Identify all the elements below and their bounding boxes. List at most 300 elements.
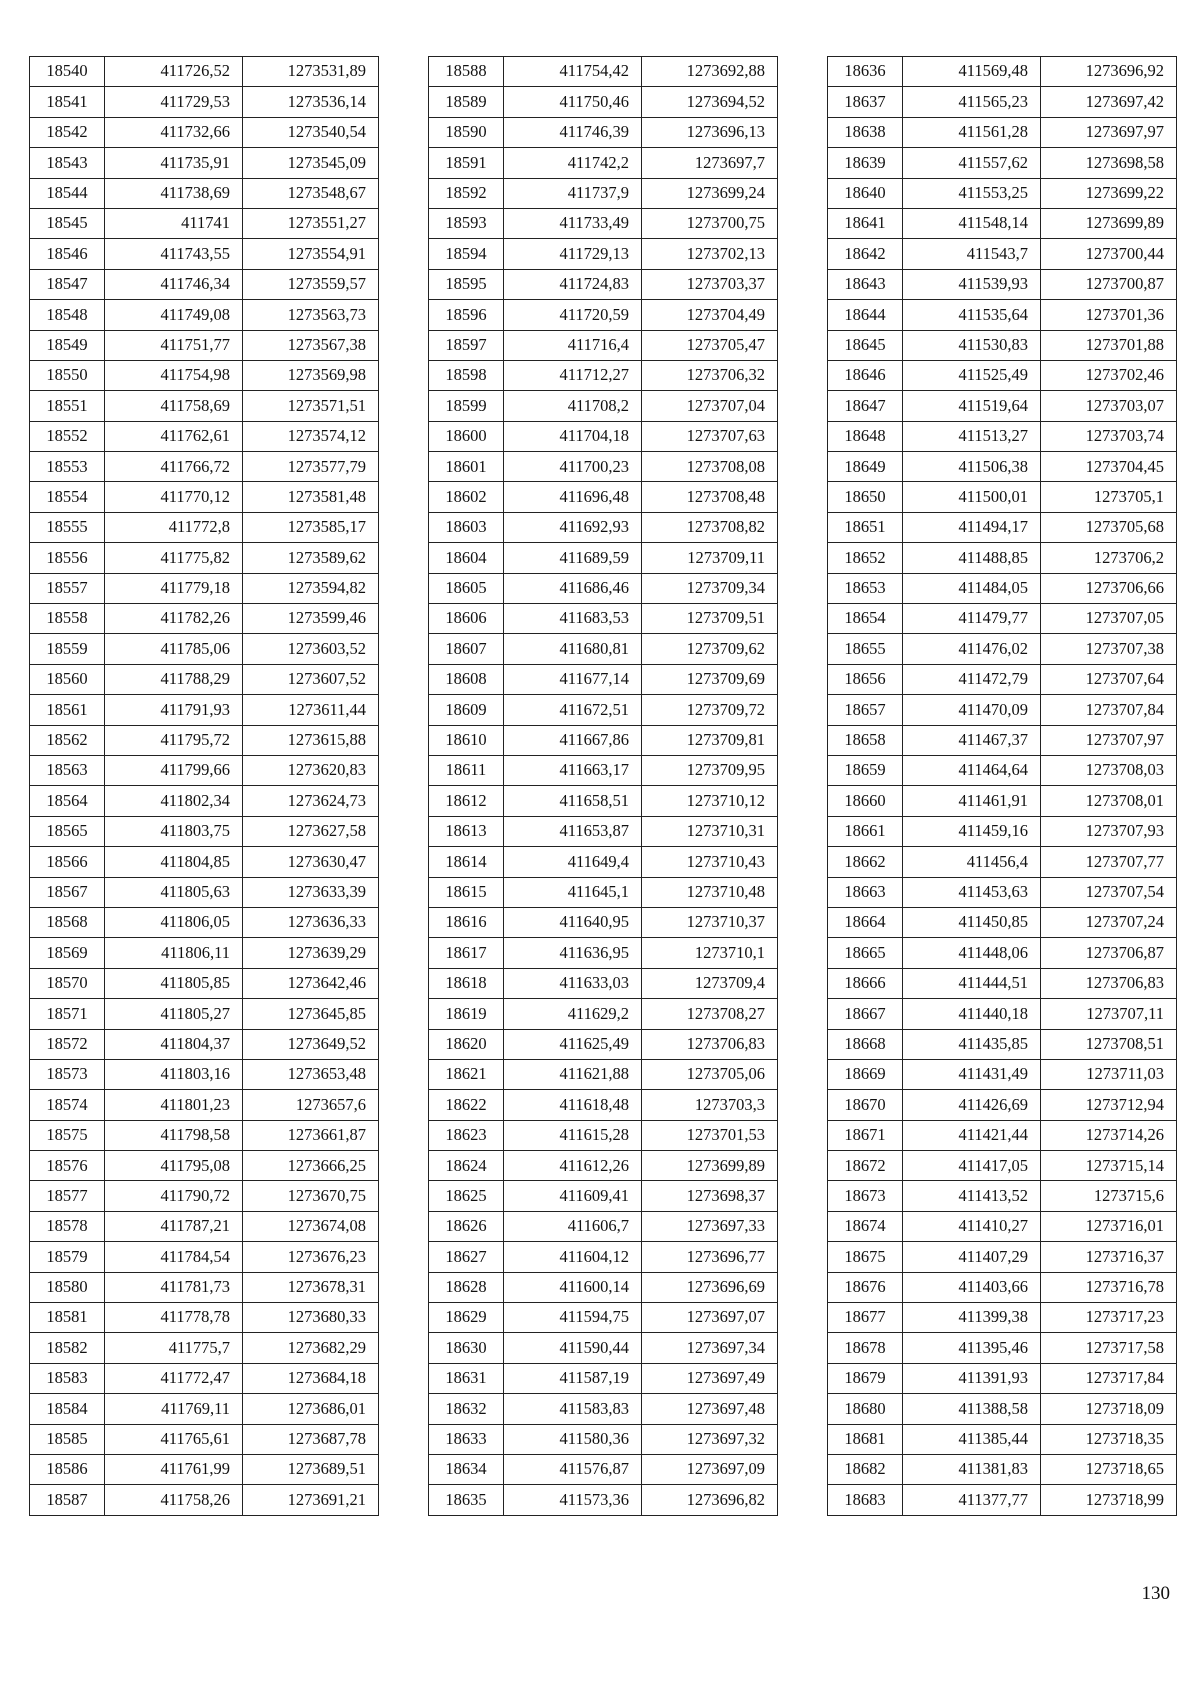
table-row (828, 816, 1177, 846)
y-coordinate-cell: 1273707,24 (1041, 907, 1177, 937)
y-coordinate-cell: 1273594,82 (243, 573, 379, 603)
point-number-cell: 18592 (429, 178, 504, 208)
table-row (828, 1242, 1177, 1272)
point-number-cell: 18562 (30, 725, 105, 755)
x-coordinate-cell: 411729,53 (105, 87, 243, 117)
point-number-cell: 18597 (429, 330, 504, 360)
point-number-cell: 18627 (429, 1242, 504, 1272)
y-coordinate-cell: 1273710,37 (642, 907, 778, 937)
table-row (828, 300, 1177, 330)
y-coordinate-cell: 1273709,72 (642, 695, 778, 725)
point-number-cell: 18673 (828, 1181, 903, 1211)
x-coordinate-cell: 411801,23 (105, 1090, 243, 1120)
table-row (828, 907, 1177, 937)
point-number-cell: 18626 (429, 1211, 504, 1241)
y-coordinate-cell: 1273692,88 (642, 57, 778, 87)
table-row (828, 786, 1177, 816)
table-row (429, 1242, 778, 1272)
y-coordinate-cell: 1273645,85 (243, 999, 379, 1029)
table-row (429, 1211, 778, 1241)
y-coordinate-cell: 1273687,78 (243, 1424, 379, 1454)
table-row (828, 573, 1177, 603)
point-number-cell: 18660 (828, 786, 903, 816)
y-coordinate-cell: 1273718,09 (1041, 1394, 1177, 1424)
y-coordinate-cell: 1273540,54 (243, 117, 379, 147)
x-coordinate-cell: 411539,93 (903, 269, 1041, 299)
x-coordinate-cell: 411417,05 (903, 1151, 1041, 1181)
y-coordinate-cell: 1273599,46 (243, 604, 379, 634)
y-coordinate-cell: 1273709,81 (642, 725, 778, 755)
point-number-cell: 18675 (828, 1242, 903, 1272)
table-row (30, 1242, 379, 1272)
x-coordinate-cell: 411799,66 (105, 755, 243, 785)
table-row (429, 1394, 778, 1424)
point-number-cell: 18666 (828, 968, 903, 998)
y-coordinate-cell: 1273715,6 (1041, 1181, 1177, 1211)
point-number-cell: 18555 (30, 512, 105, 542)
table-row (30, 1090, 379, 1120)
x-coordinate-cell: 411795,72 (105, 725, 243, 755)
table-row (429, 1090, 778, 1120)
x-coordinate-cell: 411781,73 (105, 1272, 243, 1302)
y-coordinate-cell: 1273697,7 (642, 148, 778, 178)
y-coordinate-cell: 1273707,54 (1041, 877, 1177, 907)
y-coordinate-cell: 1273705,06 (642, 1059, 778, 1089)
table-row (828, 1211, 1177, 1241)
table-row (828, 1120, 1177, 1150)
y-coordinate-cell: 1273716,37 (1041, 1242, 1177, 1272)
table-row (828, 1424, 1177, 1454)
point-number-cell: 18676 (828, 1272, 903, 1302)
y-coordinate-cell: 1273709,4 (642, 968, 778, 998)
y-coordinate-cell: 1273700,44 (1041, 239, 1177, 269)
y-coordinate-cell: 1273716,01 (1041, 1211, 1177, 1241)
y-coordinate-cell: 1273653,48 (243, 1059, 379, 1089)
x-coordinate-cell: 411395,46 (903, 1333, 1041, 1363)
x-coordinate-cell: 411746,39 (504, 117, 642, 147)
y-coordinate-cell: 1273708,82 (642, 512, 778, 542)
table-row (429, 1303, 778, 1333)
y-coordinate-cell: 1273704,49 (642, 300, 778, 330)
table-row (429, 269, 778, 299)
point-number-cell: 18583 (30, 1363, 105, 1393)
x-coordinate-cell: 411479,77 (903, 604, 1041, 634)
table-row (30, 543, 379, 573)
point-number-cell: 18662 (828, 847, 903, 877)
table-row (429, 1454, 778, 1484)
x-coordinate-cell: 411407,29 (903, 1242, 1041, 1272)
y-coordinate-cell: 1273699,24 (642, 178, 778, 208)
y-coordinate-cell: 1273718,99 (1041, 1485, 1177, 1515)
point-number-cell: 18610 (429, 725, 504, 755)
table-row (30, 1029, 379, 1059)
x-coordinate-cell: 411778,78 (105, 1303, 243, 1333)
point-number-cell: 18646 (828, 360, 903, 390)
point-number-cell: 18593 (429, 208, 504, 238)
x-coordinate-cell: 411444,51 (903, 968, 1041, 998)
y-coordinate-cell: 1273699,89 (1041, 208, 1177, 238)
x-coordinate-cell: 411732,66 (105, 117, 243, 147)
x-coordinate-cell: 411663,17 (504, 755, 642, 785)
x-coordinate-cell: 411741 (105, 208, 243, 238)
table-row (828, 512, 1177, 542)
point-number-cell: 18554 (30, 482, 105, 512)
y-coordinate-cell: 1273684,18 (243, 1363, 379, 1393)
x-coordinate-cell: 411448,06 (903, 938, 1041, 968)
point-number-cell: 18653 (828, 573, 903, 603)
x-coordinate-cell: 411791,93 (105, 695, 243, 725)
point-number-cell: 18614 (429, 847, 504, 877)
y-coordinate-cell: 1273548,67 (243, 178, 379, 208)
table-row (30, 1151, 379, 1181)
y-coordinate-cell: 1273680,33 (243, 1303, 379, 1333)
point-number-cell: 18586 (30, 1454, 105, 1484)
y-coordinate-cell: 1273710,12 (642, 786, 778, 816)
y-coordinate-cell: 1273706,83 (1041, 968, 1177, 998)
table-row (30, 117, 379, 147)
table-row (30, 512, 379, 542)
table-row (429, 907, 778, 937)
point-number-cell: 18611 (429, 755, 504, 785)
point-number-cell: 18623 (429, 1120, 504, 1150)
x-coordinate-cell: 411758,26 (105, 1485, 243, 1515)
point-number-cell: 18655 (828, 634, 903, 664)
x-coordinate-cell: 411453,63 (903, 877, 1041, 907)
x-coordinate-cell: 411704,18 (504, 421, 642, 451)
y-coordinate-cell: 1273712,94 (1041, 1090, 1177, 1120)
point-number-cell: 18619 (429, 999, 504, 1029)
y-coordinate-cell: 1273551,27 (243, 208, 379, 238)
point-number-cell: 18679 (828, 1363, 903, 1393)
x-coordinate-cell: 411377,77 (903, 1485, 1041, 1515)
x-coordinate-cell: 411609,41 (504, 1181, 642, 1211)
y-coordinate-cell: 1273709,95 (642, 755, 778, 785)
x-coordinate-cell: 411573,36 (504, 1485, 642, 1515)
point-number-cell: 18579 (30, 1242, 105, 1272)
y-coordinate-cell: 1273702,46 (1041, 360, 1177, 390)
y-coordinate-cell: 1273545,09 (243, 148, 379, 178)
point-number-cell: 18671 (828, 1120, 903, 1150)
point-number-cell: 18683 (828, 1485, 903, 1515)
x-coordinate-cell: 411696,48 (504, 482, 642, 512)
y-coordinate-cell: 1273716,78 (1041, 1272, 1177, 1302)
x-coordinate-cell: 411467,37 (903, 725, 1041, 755)
table-row (429, 360, 778, 390)
point-number-cell: 18551 (30, 391, 105, 421)
y-coordinate-cell: 1273666,25 (243, 1151, 379, 1181)
y-coordinate-cell: 1273700,75 (642, 208, 778, 238)
table-row (828, 117, 1177, 147)
table-row (30, 725, 379, 755)
point-number-cell: 18598 (429, 360, 504, 390)
x-coordinate-cell: 411758,69 (105, 391, 243, 421)
x-coordinate-cell: 411488,85 (903, 543, 1041, 573)
point-number-cell: 18642 (828, 239, 903, 269)
x-coordinate-cell: 411435,85 (903, 1029, 1041, 1059)
table-row (828, 360, 1177, 390)
x-coordinate-cell: 411413,52 (903, 1181, 1041, 1211)
point-number-cell: 18543 (30, 148, 105, 178)
x-coordinate-cell: 411692,93 (504, 512, 642, 542)
y-coordinate-cell: 1273699,89 (642, 1151, 778, 1181)
table-row (30, 573, 379, 603)
y-coordinate-cell: 1273639,29 (243, 938, 379, 968)
x-coordinate-cell: 411513,27 (903, 421, 1041, 451)
point-number-cell: 18652 (828, 543, 903, 573)
point-number-cell: 18594 (429, 239, 504, 269)
x-coordinate-cell: 411754,42 (504, 57, 642, 87)
x-coordinate-cell: 411798,58 (105, 1120, 243, 1150)
point-number-cell: 18657 (828, 695, 903, 725)
x-coordinate-cell: 411484,05 (903, 573, 1041, 603)
x-coordinate-cell: 411761,99 (105, 1454, 243, 1484)
point-number-cell: 18548 (30, 300, 105, 330)
x-coordinate-cell: 411625,49 (504, 1029, 642, 1059)
point-number-cell: 18552 (30, 421, 105, 451)
x-coordinate-cell: 411750,46 (504, 87, 642, 117)
table-row (30, 938, 379, 968)
x-coordinate-cell: 411735,91 (105, 148, 243, 178)
table-row (828, 1059, 1177, 1089)
x-coordinate-cell: 411385,44 (903, 1424, 1041, 1454)
table-row (30, 755, 379, 785)
table-row (828, 877, 1177, 907)
y-coordinate-cell: 1273585,17 (243, 512, 379, 542)
coordinate-table-1 (29, 56, 379, 1516)
y-coordinate-cell: 1273697,32 (642, 1424, 778, 1454)
y-coordinate-cell: 1273697,42 (1041, 87, 1177, 117)
y-coordinate-cell: 1273696,92 (1041, 57, 1177, 87)
x-coordinate-cell: 411604,12 (504, 1242, 642, 1272)
table-row (30, 1424, 379, 1454)
y-coordinate-cell: 1273569,98 (243, 360, 379, 390)
y-coordinate-cell: 1273563,73 (243, 300, 379, 330)
table-row (30, 330, 379, 360)
point-number-cell: 18620 (429, 1029, 504, 1059)
y-coordinate-cell: 1273615,88 (243, 725, 379, 755)
table-row (828, 847, 1177, 877)
x-coordinate-cell: 411724,83 (504, 269, 642, 299)
table-row (429, 239, 778, 269)
y-coordinate-cell: 1273707,97 (1041, 725, 1177, 755)
table-row (429, 57, 778, 87)
point-number-cell: 18559 (30, 634, 105, 664)
point-number-cell: 18591 (429, 148, 504, 178)
x-coordinate-cell: 411450,85 (903, 907, 1041, 937)
table-row (429, 300, 778, 330)
point-number-cell: 18672 (828, 1151, 903, 1181)
x-coordinate-cell: 411464,64 (903, 755, 1041, 785)
table-row (429, 1181, 778, 1211)
coordinate-table-2 (428, 56, 778, 1516)
y-coordinate-cell: 1273620,83 (243, 755, 379, 785)
y-coordinate-cell: 1273709,11 (642, 543, 778, 573)
table-row (429, 512, 778, 542)
y-coordinate-cell: 1273624,73 (243, 786, 379, 816)
x-coordinate-cell: 411742,2 (504, 148, 642, 178)
table-row (429, 847, 778, 877)
y-coordinate-cell: 1273707,04 (642, 391, 778, 421)
y-coordinate-cell: 1273697,09 (642, 1454, 778, 1484)
point-number-cell: 18608 (429, 664, 504, 694)
point-number-cell: 18629 (429, 1303, 504, 1333)
table-row (429, 1424, 778, 1454)
x-coordinate-cell: 411506,38 (903, 452, 1041, 482)
y-coordinate-cell: 1273703,3 (642, 1090, 778, 1120)
table-row (828, 87, 1177, 117)
point-number-cell: 18605 (429, 573, 504, 603)
point-number-cell: 18581 (30, 1303, 105, 1333)
y-coordinate-cell: 1273577,79 (243, 452, 379, 482)
point-number-cell: 18677 (828, 1303, 903, 1333)
table-row (30, 1272, 379, 1302)
table-row (429, 1029, 778, 1059)
table-row (30, 1454, 379, 1484)
x-coordinate-cell: 411785,06 (105, 634, 243, 664)
table-row (828, 634, 1177, 664)
point-number-cell: 18636 (828, 57, 903, 87)
y-coordinate-cell: 1273607,52 (243, 664, 379, 694)
point-number-cell: 18561 (30, 695, 105, 725)
point-number-cell: 18667 (828, 999, 903, 1029)
point-number-cell: 18596 (429, 300, 504, 330)
table-row (828, 604, 1177, 634)
x-coordinate-cell: 411806,11 (105, 938, 243, 968)
y-coordinate-cell: 1273717,84 (1041, 1363, 1177, 1393)
table-row (828, 664, 1177, 694)
table-row (429, 968, 778, 998)
y-coordinate-cell: 1273709,62 (642, 634, 778, 664)
x-coordinate-cell: 411754,98 (105, 360, 243, 390)
point-number-cell: 18640 (828, 178, 903, 208)
point-number-cell: 18644 (828, 300, 903, 330)
y-coordinate-cell: 1273697,49 (642, 1363, 778, 1393)
table-row (429, 178, 778, 208)
y-coordinate-cell: 1273567,38 (243, 330, 379, 360)
table-row (828, 1333, 1177, 1363)
x-coordinate-cell: 411751,77 (105, 330, 243, 360)
x-coordinate-cell: 411708,2 (504, 391, 642, 421)
point-number-cell: 18557 (30, 573, 105, 603)
point-number-cell: 18577 (30, 1181, 105, 1211)
y-coordinate-cell: 1273708,03 (1041, 755, 1177, 785)
x-coordinate-cell: 411677,14 (504, 664, 642, 694)
point-number-cell: 18589 (429, 87, 504, 117)
table-row (30, 391, 379, 421)
point-number-cell: 18574 (30, 1090, 105, 1120)
y-coordinate-cell: 1273710,48 (642, 877, 778, 907)
x-coordinate-cell: 411765,61 (105, 1424, 243, 1454)
y-coordinate-cell: 1273717,58 (1041, 1333, 1177, 1363)
y-coordinate-cell: 1273709,69 (642, 664, 778, 694)
point-number-cell: 18588 (429, 57, 504, 87)
x-coordinate-cell: 411615,28 (504, 1120, 642, 1150)
table-row (429, 1363, 778, 1393)
point-number-cell: 18582 (30, 1333, 105, 1363)
y-coordinate-cell: 1273642,46 (243, 968, 379, 998)
x-coordinate-cell: 411805,27 (105, 999, 243, 1029)
table-row (30, 664, 379, 694)
x-coordinate-cell: 411565,23 (903, 87, 1041, 117)
table-row (828, 1394, 1177, 1424)
point-number-cell: 18613 (429, 816, 504, 846)
y-coordinate-cell: 1273707,11 (1041, 999, 1177, 1029)
y-coordinate-cell: 1273689,51 (243, 1454, 379, 1484)
point-number-cell: 18625 (429, 1181, 504, 1211)
y-coordinate-cell: 1273682,29 (243, 1333, 379, 1363)
y-coordinate-cell: 1273702,13 (642, 239, 778, 269)
y-coordinate-cell: 1273674,08 (243, 1211, 379, 1241)
x-coordinate-cell: 411590,44 (504, 1333, 642, 1363)
y-coordinate-cell: 1273697,97 (1041, 117, 1177, 147)
point-number-cell: 18580 (30, 1272, 105, 1302)
x-coordinate-cell: 411543,7 (903, 239, 1041, 269)
point-number-cell: 18570 (30, 968, 105, 998)
point-number-cell: 18607 (429, 634, 504, 664)
x-coordinate-cell: 411804,85 (105, 847, 243, 877)
x-coordinate-cell: 411381,83 (903, 1454, 1041, 1484)
point-number-cell: 18567 (30, 877, 105, 907)
table-row (429, 330, 778, 360)
table-row (30, 1394, 379, 1424)
point-number-cell: 18645 (828, 330, 903, 360)
y-coordinate-cell: 1273696,82 (642, 1485, 778, 1515)
x-coordinate-cell: 411775,82 (105, 543, 243, 573)
x-coordinate-cell: 411494,17 (903, 512, 1041, 542)
x-coordinate-cell: 411772,8 (105, 512, 243, 542)
point-number-cell: 18674 (828, 1211, 903, 1241)
x-coordinate-cell: 411649,4 (504, 847, 642, 877)
y-coordinate-cell: 1273704,45 (1041, 452, 1177, 482)
table-row (429, 482, 778, 512)
point-number-cell: 18560 (30, 664, 105, 694)
point-number-cell: 18585 (30, 1424, 105, 1454)
point-number-cell: 18558 (30, 604, 105, 634)
point-number-cell: 18601 (429, 452, 504, 482)
y-coordinate-cell: 1273536,14 (243, 87, 379, 117)
point-number-cell: 18617 (429, 938, 504, 968)
point-number-cell: 18571 (30, 999, 105, 1029)
point-number-cell: 18663 (828, 877, 903, 907)
y-coordinate-cell: 1273707,05 (1041, 604, 1177, 634)
table-row (30, 452, 379, 482)
y-coordinate-cell: 1273700,87 (1041, 269, 1177, 299)
point-number-cell: 18541 (30, 87, 105, 117)
x-coordinate-cell: 411612,26 (504, 1151, 642, 1181)
table-row (828, 999, 1177, 1029)
x-coordinate-cell: 411712,27 (504, 360, 642, 390)
x-coordinate-cell: 411772,47 (105, 1363, 243, 1393)
y-coordinate-cell: 1273708,51 (1041, 1029, 1177, 1059)
table-row (30, 1059, 379, 1089)
table-row (429, 148, 778, 178)
point-number-cell: 18632 (429, 1394, 504, 1424)
y-coordinate-cell: 1273696,69 (642, 1272, 778, 1302)
point-number-cell: 18600 (429, 421, 504, 451)
x-coordinate-cell: 411583,83 (504, 1394, 642, 1424)
point-number-cell: 18670 (828, 1090, 903, 1120)
x-coordinate-cell: 411456,4 (903, 847, 1041, 877)
x-coordinate-cell: 411775,7 (105, 1333, 243, 1363)
point-number-cell: 18664 (828, 907, 903, 937)
point-number-cell: 18669 (828, 1059, 903, 1089)
table-row (30, 634, 379, 664)
point-number-cell: 18569 (30, 938, 105, 968)
y-coordinate-cell: 1273710,1 (642, 938, 778, 968)
x-coordinate-cell: 411782,26 (105, 604, 243, 634)
y-coordinate-cell: 1273707,84 (1041, 695, 1177, 725)
point-number-cell: 18572 (30, 1029, 105, 1059)
